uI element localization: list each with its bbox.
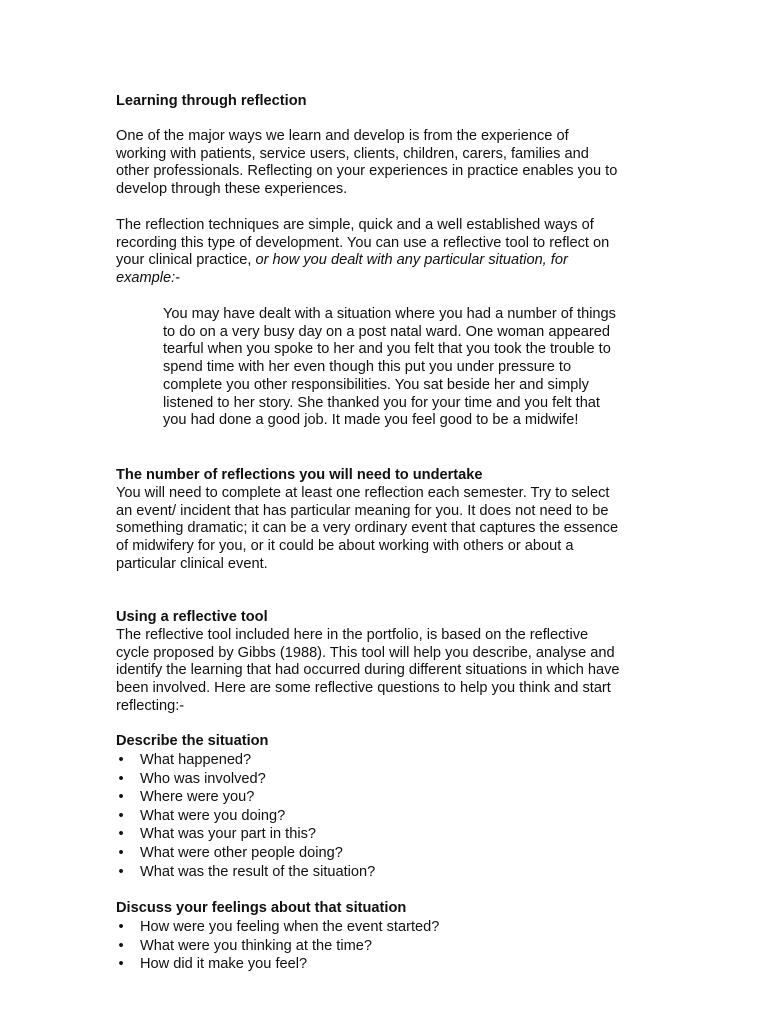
describe-heading: Describe the situation xyxy=(116,733,269,749)
bullet-icon: • xyxy=(118,807,124,824)
list-item: • What was your part in this? xyxy=(116,825,661,844)
feelings-list xyxy=(116,918,661,974)
list-item: • How were you feeling when the event started? xyxy=(116,918,661,937)
techniques-text: The reflection techniques are simple, quick and a well established ways of recording this type of development. You can use a reflective tool to reflect on your clinical practice, xyxy=(116,217,610,269)
bullet-icon: • xyxy=(118,937,124,954)
reflections-heading: The number of reflections you will need to undertake xyxy=(116,467,483,483)
list-item: • What was the result of the situation? xyxy=(116,863,661,882)
list-item: • How did it make you feel? xyxy=(116,955,661,974)
list-item: • What happened? xyxy=(116,751,661,770)
bullet-icon: • xyxy=(118,919,124,935)
reflections-body: You will need to complete at least one reflection each semester. Try to select an event/ incident that has particular meaning for you. It does not need to be something dramatic; it can be a very ordinary event that captures the essence of midwifery for you, or it could be about working with others or about a particular clinical event. xyxy=(116,485,619,572)
bullet-icon: • xyxy=(118,752,124,768)
bullet-icon: • xyxy=(118,863,124,880)
bullet-icon: • xyxy=(118,826,124,843)
describe-list xyxy=(116,751,661,881)
feelings-heading: Discuss your feelings about that situation xyxy=(116,900,407,916)
techniques-paragraph xyxy=(116,217,661,288)
intro-paragraph: One of the major ways we learn and develop is from the experience of working with patients, service users, clients, children, carers, families and other professionals. Reflecting on your experiences in practice enables you to develop through these experiences. xyxy=(116,128,618,198)
techniques-italic-text: or how you dealt with any particular situation, for example: xyxy=(116,252,568,287)
page-title: Learning through reflection xyxy=(116,93,307,109)
list-item: • Where were you? xyxy=(116,788,661,807)
bullet-icon: • xyxy=(118,844,124,861)
bullet-icon: • xyxy=(118,956,124,973)
bullet-icon: • xyxy=(118,789,124,806)
techniques-tail-text: - xyxy=(175,270,181,287)
bullet-icon: • xyxy=(118,770,124,787)
list-item: • What were other people doing? xyxy=(116,844,661,863)
tool-body: The reflective tool included here in the portfolio, is based on the reflective cycle proposed by Gibbs (1988). This tool will help you describe, analyse and identify the learning that had occurred during different situations in which have been involved. Here are some reflective questions to help you think and start reflecting:- xyxy=(116,627,620,714)
list-item: • What were you doing? xyxy=(116,807,661,826)
list-item: • Who was involved? xyxy=(116,770,661,789)
example-paragraph: You may have dealt with a situation where you had a number of things to do on a very busy day on a post natal ward. One woman appeared tearful when you spoke to her and you felt that you took the trouble to spend time with her even though this put you under pressure to complete you other responsibilities. You sat beside her and simply listened to her story. She thanked you for your time and you felt that you had done a good job. It made you feel good to be a midwife! xyxy=(163,306,616,429)
tool-heading: Using a reflective tool xyxy=(116,609,268,625)
list-item: • What were you thinking at the time? xyxy=(116,937,661,956)
